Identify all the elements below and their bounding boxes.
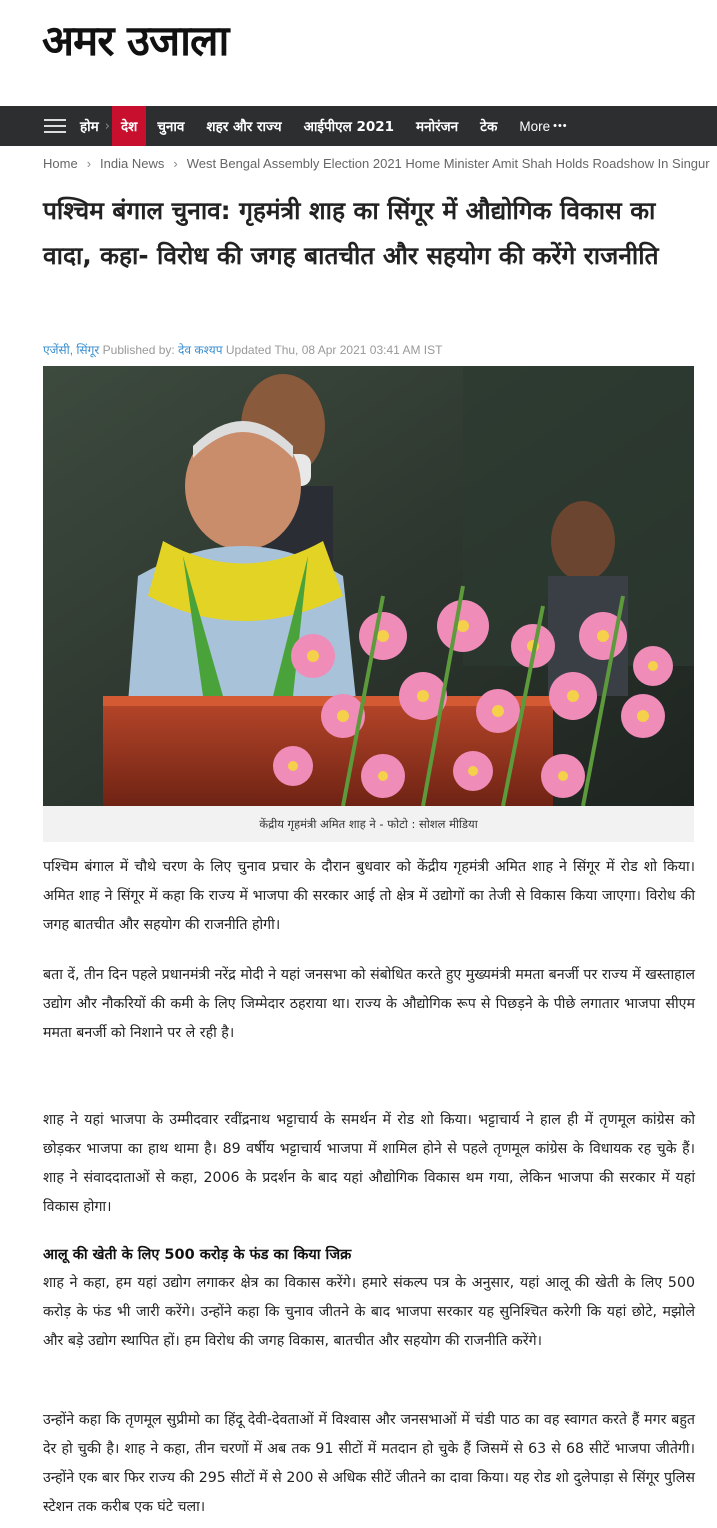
article-photo[interactable]	[43, 366, 694, 806]
nav-item-desh[interactable]	[112, 106, 146, 146]
published-by-label: Published by:	[102, 343, 175, 357]
nav-item-label: शहर और राज्य	[206, 119, 282, 135]
chevron-right-icon: ›	[86, 156, 92, 171]
breadcrumb-current: West Bengal Assembly Election 2021 Home Minister Amit Shah Holds Roadshow In Singur	[186, 156, 710, 171]
article-subheading: आलू की खेती के लिए 500 करोड़ के फंड का किया जिक्र	[43, 1247, 352, 1263]
breadcrumb-india-news[interactable]: India News	[100, 156, 165, 171]
article-meta	[43, 341, 442, 358]
nav-item-entertainment[interactable]	[405, 106, 469, 146]
nav-item-ipl[interactable]	[293, 106, 405, 146]
menu-icon[interactable]	[44, 119, 66, 133]
updated-time: Updated Thu, 08 Apr 2021 03:41 AM IST	[225, 343, 443, 357]
nav-item-chunav[interactable]	[146, 106, 195, 146]
chevron-right-icon: ›	[173, 156, 178, 171]
more-dots-icon: •••	[553, 120, 568, 132]
nav-item-home[interactable]	[66, 106, 105, 146]
nav-item-more[interactable]	[508, 106, 578, 146]
breadcrumb-home[interactable]: Home	[43, 156, 78, 171]
author-link[interactable]: देव कश्यप	[178, 343, 223, 357]
article-paragraph: पश्चिम बंगाल में चौथे चरण के लिए चुनाव प्रचार के दौरान बुधवार को केंद्रीय गृहमंत्री अमित शाह ने सिंगूर में रोड शो किया। अमित शाह ने सिंगूर में कहा कि राज्य में भाजपा की सरकार आई तो क्षेत्र में उद्योगों का तेजी से विकास किया जाएगा। विरोध की जगह बातचीत और सहयोग की राजनीति होगी।	[43, 859, 695, 933]
chevron-right-icon: ›	[104, 118, 110, 134]
main-nav	[0, 106, 717, 146]
nav-item-label: टेक	[480, 119, 498, 135]
article-paragraph: शाह ने यहां भाजपा के उम्मीदवार रवींद्रनाथ भट्टाचार्य के समर्थन में रोड शो किया। भट्टाचार्य ने हाल ही में तृणमूल कांग्रेस को छोड़कर भाजपा का हाथ थामा है। 89 वर्षीय भट्टाचार्य भाजपा में शामिल होने से पहले तृणमूल कांग्रेस के विधायक रह चुके हैं। शाह ने संवाददाताओं से कहा, 2006 के प्रदर्शन के बाद यहां औद्योगिक विकास थम गया, लेकिन भाजपा की सरकार में यहां विकास होगा।	[43, 1112, 695, 1215]
nav-item-label: आईपीएल 2021	[303, 119, 395, 135]
nav-item-label: मनोरंजन	[416, 119, 459, 135]
breadcrumb	[43, 156, 717, 171]
nav-item-label: चुनाव	[157, 119, 185, 135]
article-paragraph: उन्होंने कहा कि तृणमूल सुप्रीमो का हिंदू देवी-देवताओं में विश्वास और जनसभाओं में चंडी पाठ का वह स्वागत करते हैं मगर बहुत देर हो चुकी है। शाह ने कहा, तीन चरणों में अब तक 91 सीटों में मतदान हो चुके हैं जिसमें से 63 से 68 सीटें भाजपा जीतेगी। उन्होंने एक बार फिर राज्य की 295 सीटों में से 200 से अधिक सीटें जीतने का दावा किया। यह रोड शो दुलेपाड़ा से सिंगूर पुलिस स्टेशन तक करीब एक घंटे चला।	[43, 1412, 695, 1515]
site-logo[interactable]: अमर उजाला	[42, 16, 229, 65]
nav-item-label: देश	[120, 119, 138, 135]
page-title: पश्चिम बंगाल चुनाव: गृहमंत्री शाह का सिंगूर में औद्योगिक विकास का वादा, कहा- विरोध की जगह बातचीत और सहयोग की करेंगे राजनीति	[43, 196, 659, 270]
article-paragraph: बता दें, तीन दिन पहले प्रधानमंत्री नरेंद्र मोदी ने यहां जनसभा को संबोधित करते हुए मुख्यमंत्री ममता बनर्जी पर राज्य में खस्ताहाल उद्योग और नौकरियों की कमी के लिए जिम्मेदार ठहराया था। राज्य के औद्योगिक रूप से पिछड़ने के पीछे लगातार भाजपा सीएम ममता बनर्जी को निशाने पर ले रही है।	[43, 967, 695, 1041]
nav-item-tech[interactable]	[469, 106, 508, 146]
site-header	[0, 0, 717, 106]
nav-item-label: होम	[80, 119, 99, 135]
source-link[interactable]: एजेंसी, सिंगूर	[43, 343, 100, 357]
nav-item-label: More	[519, 118, 551, 134]
image-caption: केंद्रीय गृहमंत्री अमित शाह ने - फोटो : सोशल मीडिया	[43, 806, 694, 842]
article-paragraph: शाह ने कहा, हम यहां उद्योग लगाकर क्षेत्र का विकास करेंगे। हमारे संकल्प पत्र के अनुसार, यहां आलू की खेती के लिए 500 करोड़ के फंड भी जारी करेंगे। उन्होंने कहा कि चुनाव जीतने के बाद भाजपा सरकार यह सुनिश्चित करेगी कि यहां छोटे, मझोले और बड़े उद्योग स्थापित हों। हम विरोध की जगह विकास, बातचीत और सहयोग की राजनीति करेंगे।	[43, 1275, 695, 1349]
nav-item-city-state[interactable]	[195, 106, 292, 146]
